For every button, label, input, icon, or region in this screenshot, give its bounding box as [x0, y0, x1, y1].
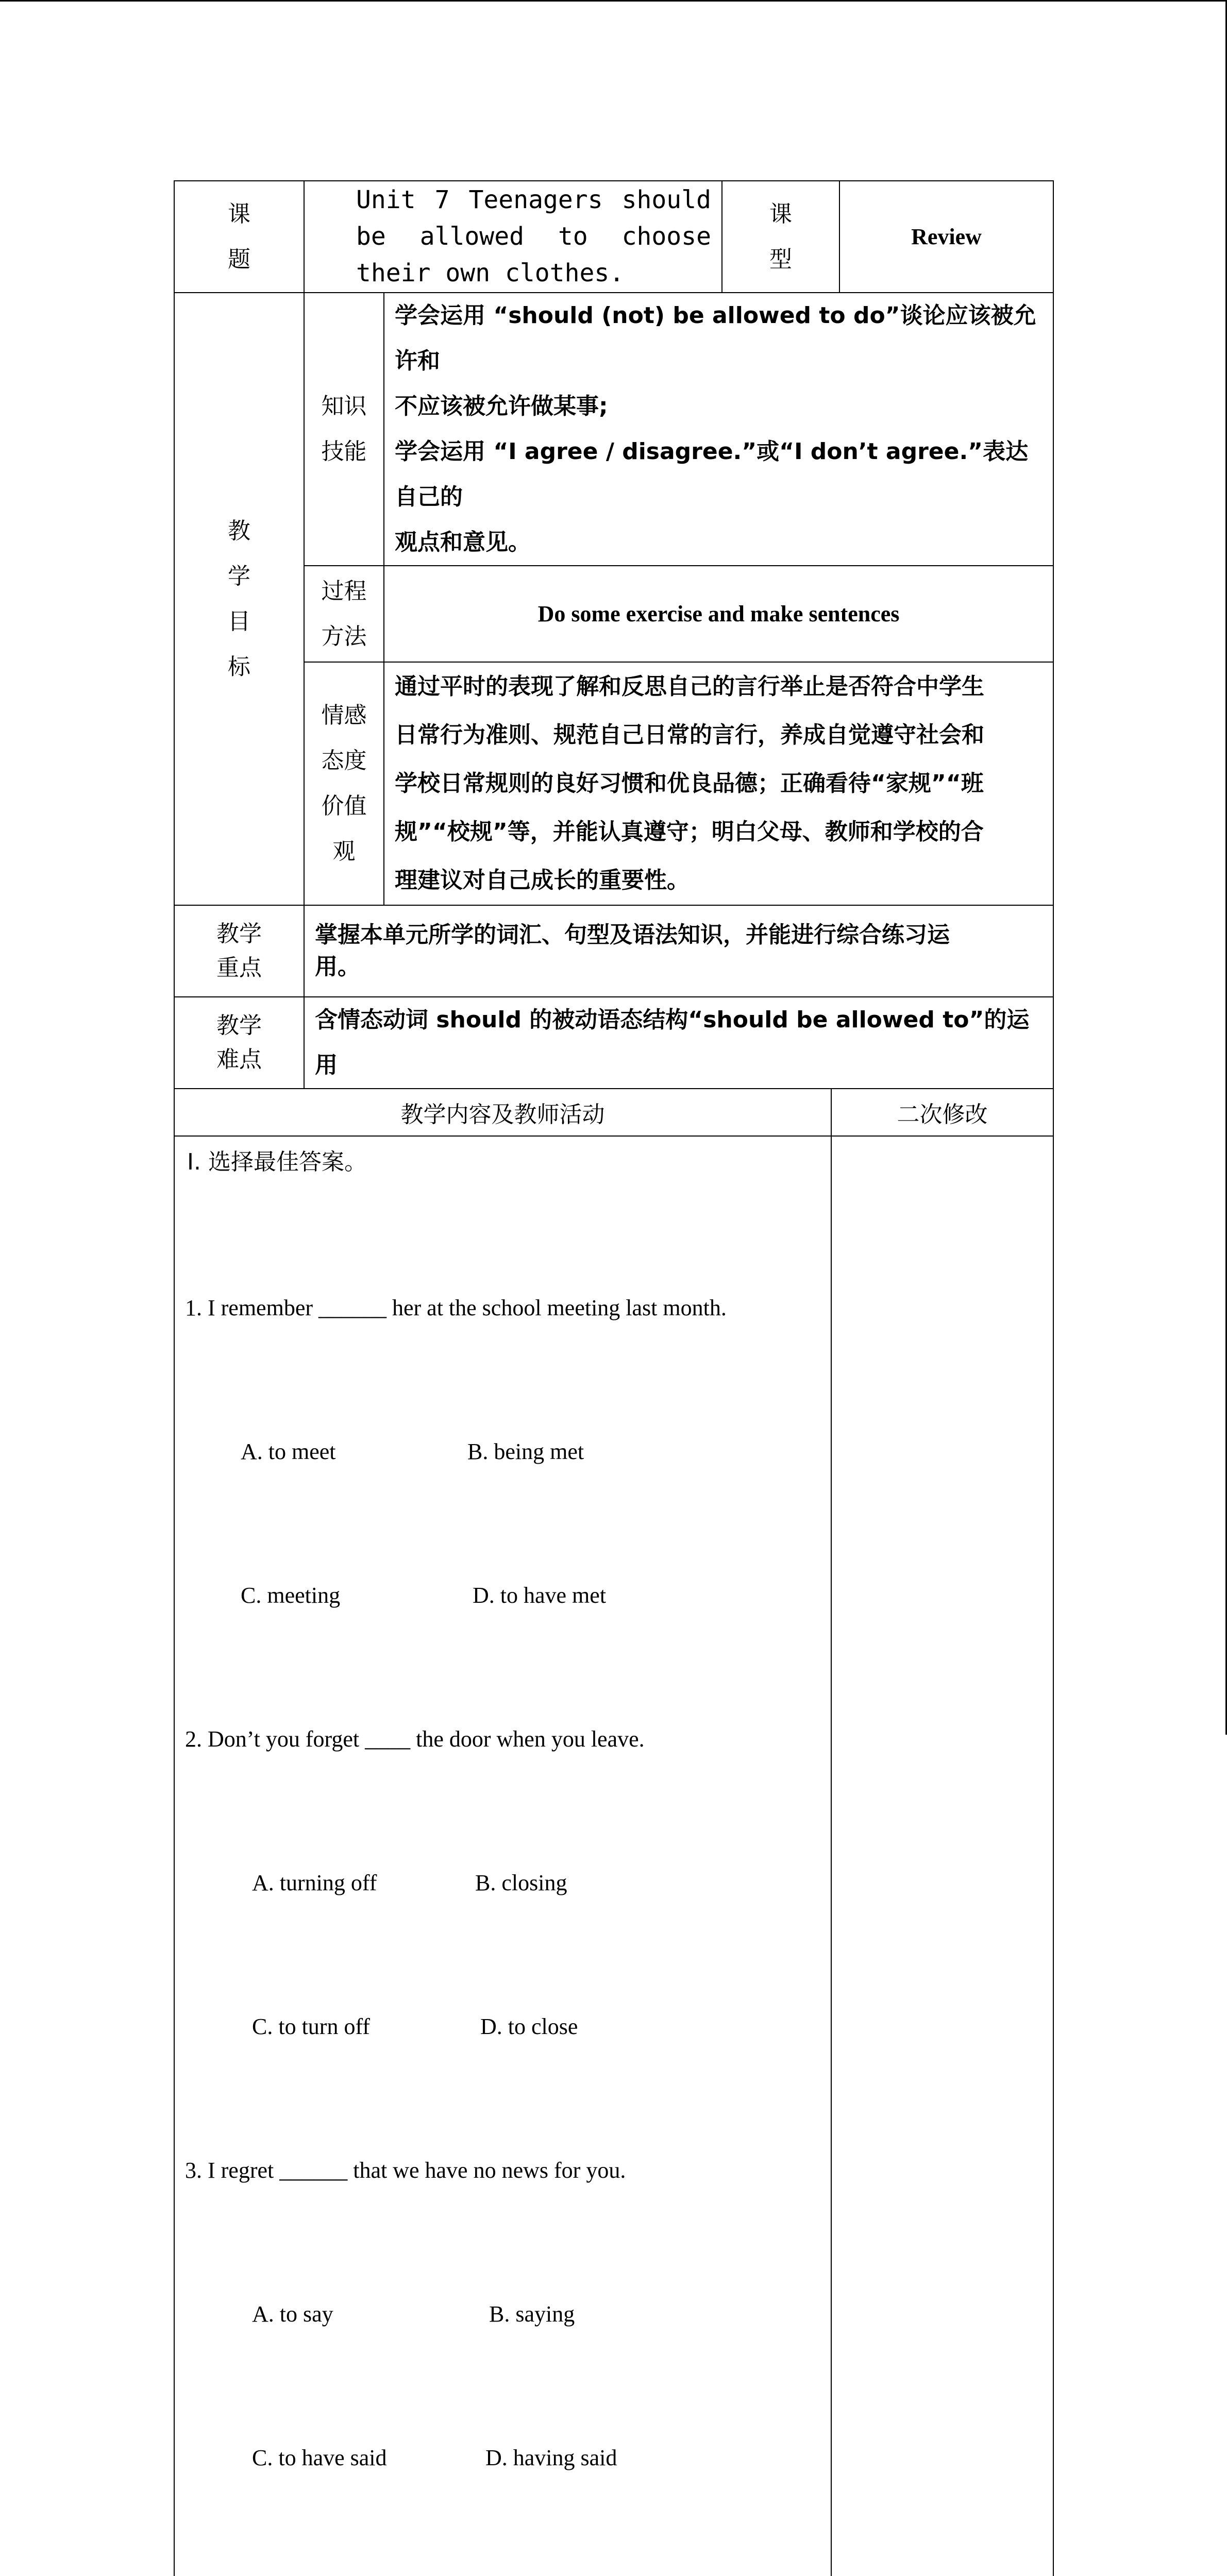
- question-options: [185, 2434, 820, 2482]
- knowledge-label-line: 知识: [321, 393, 367, 419]
- key-points-text: [304, 905, 1053, 997]
- revision-column: [831, 1136, 1053, 2576]
- difficulties-label: [174, 997, 304, 1089]
- key-points-label-line: 教学: [216, 921, 262, 947]
- question-options: [185, 2290, 820, 2338]
- option: D. to have met: [473, 1583, 607, 1608]
- option: C. to turn off: [252, 2014, 370, 2039]
- difficulties-label-line: 难点: [216, 1046, 262, 1073]
- option: A. turning off: [252, 1870, 377, 1895]
- emotion-line: 日常行为准则、规范自己日常的言行，养成自觉遵守社会和: [395, 722, 984, 748]
- course-type-value: Review: [839, 181, 1053, 293]
- option: B. closing: [475, 1870, 567, 1895]
- key-points-label: [174, 905, 304, 997]
- option: A. to meet: [241, 1439, 336, 1464]
- course-title-text: Unit 7 Teenagers should be allowed to choose their own clothes.: [356, 185, 711, 287]
- goals-label: [174, 293, 304, 905]
- option: D. having said: [485, 2445, 617, 2470]
- option: B. saying: [489, 2301, 575, 2327]
- knowledge-label-line: 技能: [321, 438, 367, 465]
- goals-label-char: 教: [228, 517, 250, 544]
- header-table: [174, 180, 1054, 293]
- emotion-line: 学校日常规则的良好习惯和优良品德；正确看待“家规”“班: [395, 770, 984, 796]
- question-list: [185, 1188, 820, 2576]
- question-options: [185, 1859, 820, 1907]
- emotion-label-line: 观: [332, 838, 356, 865]
- emotion-label-line: 情感: [321, 702, 367, 728]
- question-stem: 2. Don’t you forget ____ the door when you leave.: [185, 1726, 645, 1752]
- content-table: [174, 1088, 1054, 2576]
- question-options: [185, 2003, 820, 2050]
- knowledge-label: [304, 293, 384, 566]
- question-stem: 1. I remember ______ her at the school meeting last month.: [185, 1295, 727, 1320]
- option: C. to have said: [252, 2445, 387, 2470]
- difficulties-label-line: 教学: [216, 1012, 262, 1039]
- exercise-content: [174, 1136, 831, 2576]
- question-options: [185, 1571, 820, 1619]
- page-top-border: [0, 0, 1227, 2]
- content-header: 教学内容及教师活动: [174, 1089, 831, 1136]
- option: D. to close: [480, 2014, 578, 2039]
- key-points-line: 掌握本单元所学的词汇、句型及语法知识，并能进行综合练习运: [315, 922, 950, 948]
- option: B. being met: [467, 1439, 584, 1464]
- key-points-line: 用。: [315, 954, 360, 980]
- option: A. to say: [252, 2301, 333, 2327]
- emotion-line: 规”“校规”等，并能认真遵守；明白父母、教师和学校的合: [395, 819, 984, 845]
- goals-table: [174, 292, 1054, 1089]
- emotion-text: [384, 662, 1053, 905]
- process-label-line: 过程: [321, 578, 367, 604]
- lesson-plan-page: [174, 180, 1053, 2576]
- knowledge-line: 学会运用 “I agree / disagree.”或“I don’t agree.”表达自己的: [395, 438, 1029, 510]
- goals-label-char: 标: [228, 653, 250, 680]
- emotion-line: 通过平时的表现了解和反思自己的言行举止是否符合中学生: [395, 673, 984, 700]
- course-title: [304, 181, 722, 293]
- difficulties-text: 含情态动词 should 的被动语态结构“should be allowed to”的运用: [304, 997, 1053, 1089]
- process-label: [304, 566, 384, 662]
- question-options: [185, 1428, 820, 1476]
- emotion-line: 理建议对自己成长的重要性。: [395, 867, 690, 893]
- goals-label-char: 学: [228, 563, 250, 589]
- knowledge-line: 不应该被允许做某事;: [395, 393, 608, 419]
- revision-header: 二次修改: [831, 1089, 1053, 1136]
- option: C. meeting: [241, 1583, 341, 1608]
- course-type-label: 课 型: [722, 181, 839, 293]
- goals-label-char: 目: [228, 608, 250, 635]
- knowledge-text: [384, 293, 1053, 566]
- emotion-label: [304, 662, 384, 905]
- emotion-label-line: 态度: [321, 748, 367, 774]
- knowledge-line: 学会运用 “should (not) be allowed to do”谈论应该被允许和: [395, 302, 1036, 374]
- question-stem: 3. I regret ______ that we have no news for you.: [185, 2158, 626, 2183]
- section-title: Ⅰ. 选择最佳答案。: [187, 1149, 367, 1175]
- process-text: Do some exercise and make sentences: [384, 566, 1053, 662]
- course-title-label: 课 题: [174, 181, 304, 293]
- emotion-label-line: 价值: [321, 793, 367, 819]
- process-label-line: 方法: [321, 623, 367, 650]
- knowledge-line: 观点和意见。: [395, 529, 531, 555]
- key-points-label-line: 重点: [216, 955, 262, 981]
